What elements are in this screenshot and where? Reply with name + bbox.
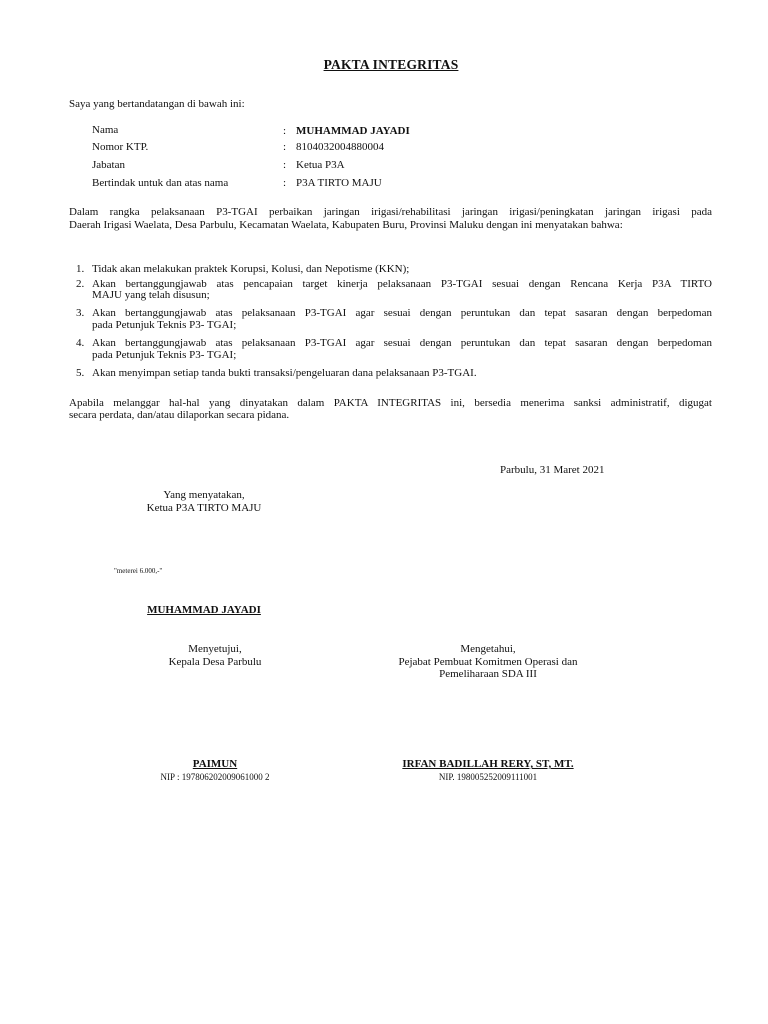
ktp-separator: : xyxy=(283,141,287,153)
closing-line-1: Apabila melanggar hal-hal yang dinyatakan dalam PAKTA INTEGRITAS ini, bersedia menerima sanksi administratif, digugat xyxy=(69,397,712,409)
represent-separator: : xyxy=(283,177,287,189)
list-item-number: 2. xyxy=(76,278,85,290)
acknowledger-nip: NIP. 198005252009111001 xyxy=(438,772,538,782)
acknowledger-unit: Pemeliharaan SDA III xyxy=(439,668,537,680)
declarant-name: MUHAMMAD JAYADI xyxy=(147,604,261,616)
ktp-label: Nomor KTP. xyxy=(92,141,149,153)
place-date: Parbulu, 31 Maret 2021 xyxy=(500,464,605,476)
declarant-title: Yang menyatakan, xyxy=(163,489,245,501)
list-item-text: Akan bertanggungjawab atas pelaksanaan P3-TGAI agar sesuai dengan peruntukan dan tepat sasaran dengan berpedoman xyxy=(92,337,712,349)
ktp-value: 8104032004880004 xyxy=(296,141,384,153)
list-item-number: 4. xyxy=(76,337,85,349)
name-separator: : xyxy=(283,125,287,137)
list-item-text: Akan bertanggungjawab atas pencapaian target kinerja pelaksanaan P3-TGAI sesuai dengan Rencana Kerja P3A TIRTO xyxy=(92,278,712,290)
declarant-role: Ketua P3A TIRTO MAJU xyxy=(146,502,262,514)
list-item-text: Akan bertanggungjawab atas pelaksanaan P3-TGAI agar sesuai dengan peruntukan dan tepat sasaran dengan berpedoman xyxy=(92,307,712,319)
context-line-1: Dalam rangka pelaksanaan P3-TGAI perbaikan jaringan irigasi/rehabilitasi jaringan irigasi/peningkatan jaringan irigasi pada xyxy=(69,206,712,218)
represent-label: Bertindak untuk dan atas nama xyxy=(92,177,229,189)
represent-value: P3A TIRTO MAJU xyxy=(296,177,382,189)
acknowledger-role: Pejabat Pembuat Komitmen Operasi dan xyxy=(398,656,578,668)
list-item-number: 1. xyxy=(76,263,85,275)
list-item-text: Tidak akan melakukan praktek Korupsi, Kolusi, dan Nepotisme (KKN); xyxy=(92,263,410,275)
approver-title: Menyetujui, xyxy=(188,643,242,655)
acknowledger-title: Mengetahui, xyxy=(460,643,516,655)
list-item-text-cont: pada Petunjuk Teknis P3- TGAI; xyxy=(92,349,237,361)
list-item-number: 3. xyxy=(76,307,85,319)
acknowledger-name: IRFAN BADILLAH RERY, ST, MT. xyxy=(402,758,574,770)
position-value: Ketua P3A xyxy=(296,159,345,171)
closing-line-2: secara perdata, dan/atau dilaporkan secara pidana. xyxy=(69,409,290,421)
approver-role: Kepala Desa Parbulu xyxy=(168,656,262,668)
list-item-text-cont: pada Petunjuk Teknis P3- TGAI; xyxy=(92,319,237,331)
intro-text: Saya yang bertandatangan di bawah ini: xyxy=(69,98,245,110)
position-separator: : xyxy=(283,159,287,171)
stamp-duty-note: "meterei 6.000,-" xyxy=(114,567,163,575)
name-label: Nama xyxy=(92,124,119,136)
context-line-2: Daerah Irigasi Waelata, Desa Parbulu, Kecamatan Waelata, Kabupaten Buru, Provinsi Maluku dengan ini menyatakan bahwa: xyxy=(69,219,623,231)
list-item-text: Akan menyimpan setiap tanda bukti transaksi/pengeluaran dana pelaksanaan P3-TGAI. xyxy=(92,367,477,379)
list-item-text-cont: MAJU yang telah disusun; xyxy=(92,289,210,301)
name-value: MUHAMMAD JAYADI xyxy=(296,125,410,137)
approver-nip: NIP : 197806202009061000 2 xyxy=(160,772,270,782)
position-label: Jabatan xyxy=(92,159,125,171)
approver-name: PAIMUN xyxy=(192,758,238,770)
list-item-number: 5. xyxy=(76,367,85,379)
document-title: PAKTA INTEGRITAS xyxy=(323,57,459,72)
